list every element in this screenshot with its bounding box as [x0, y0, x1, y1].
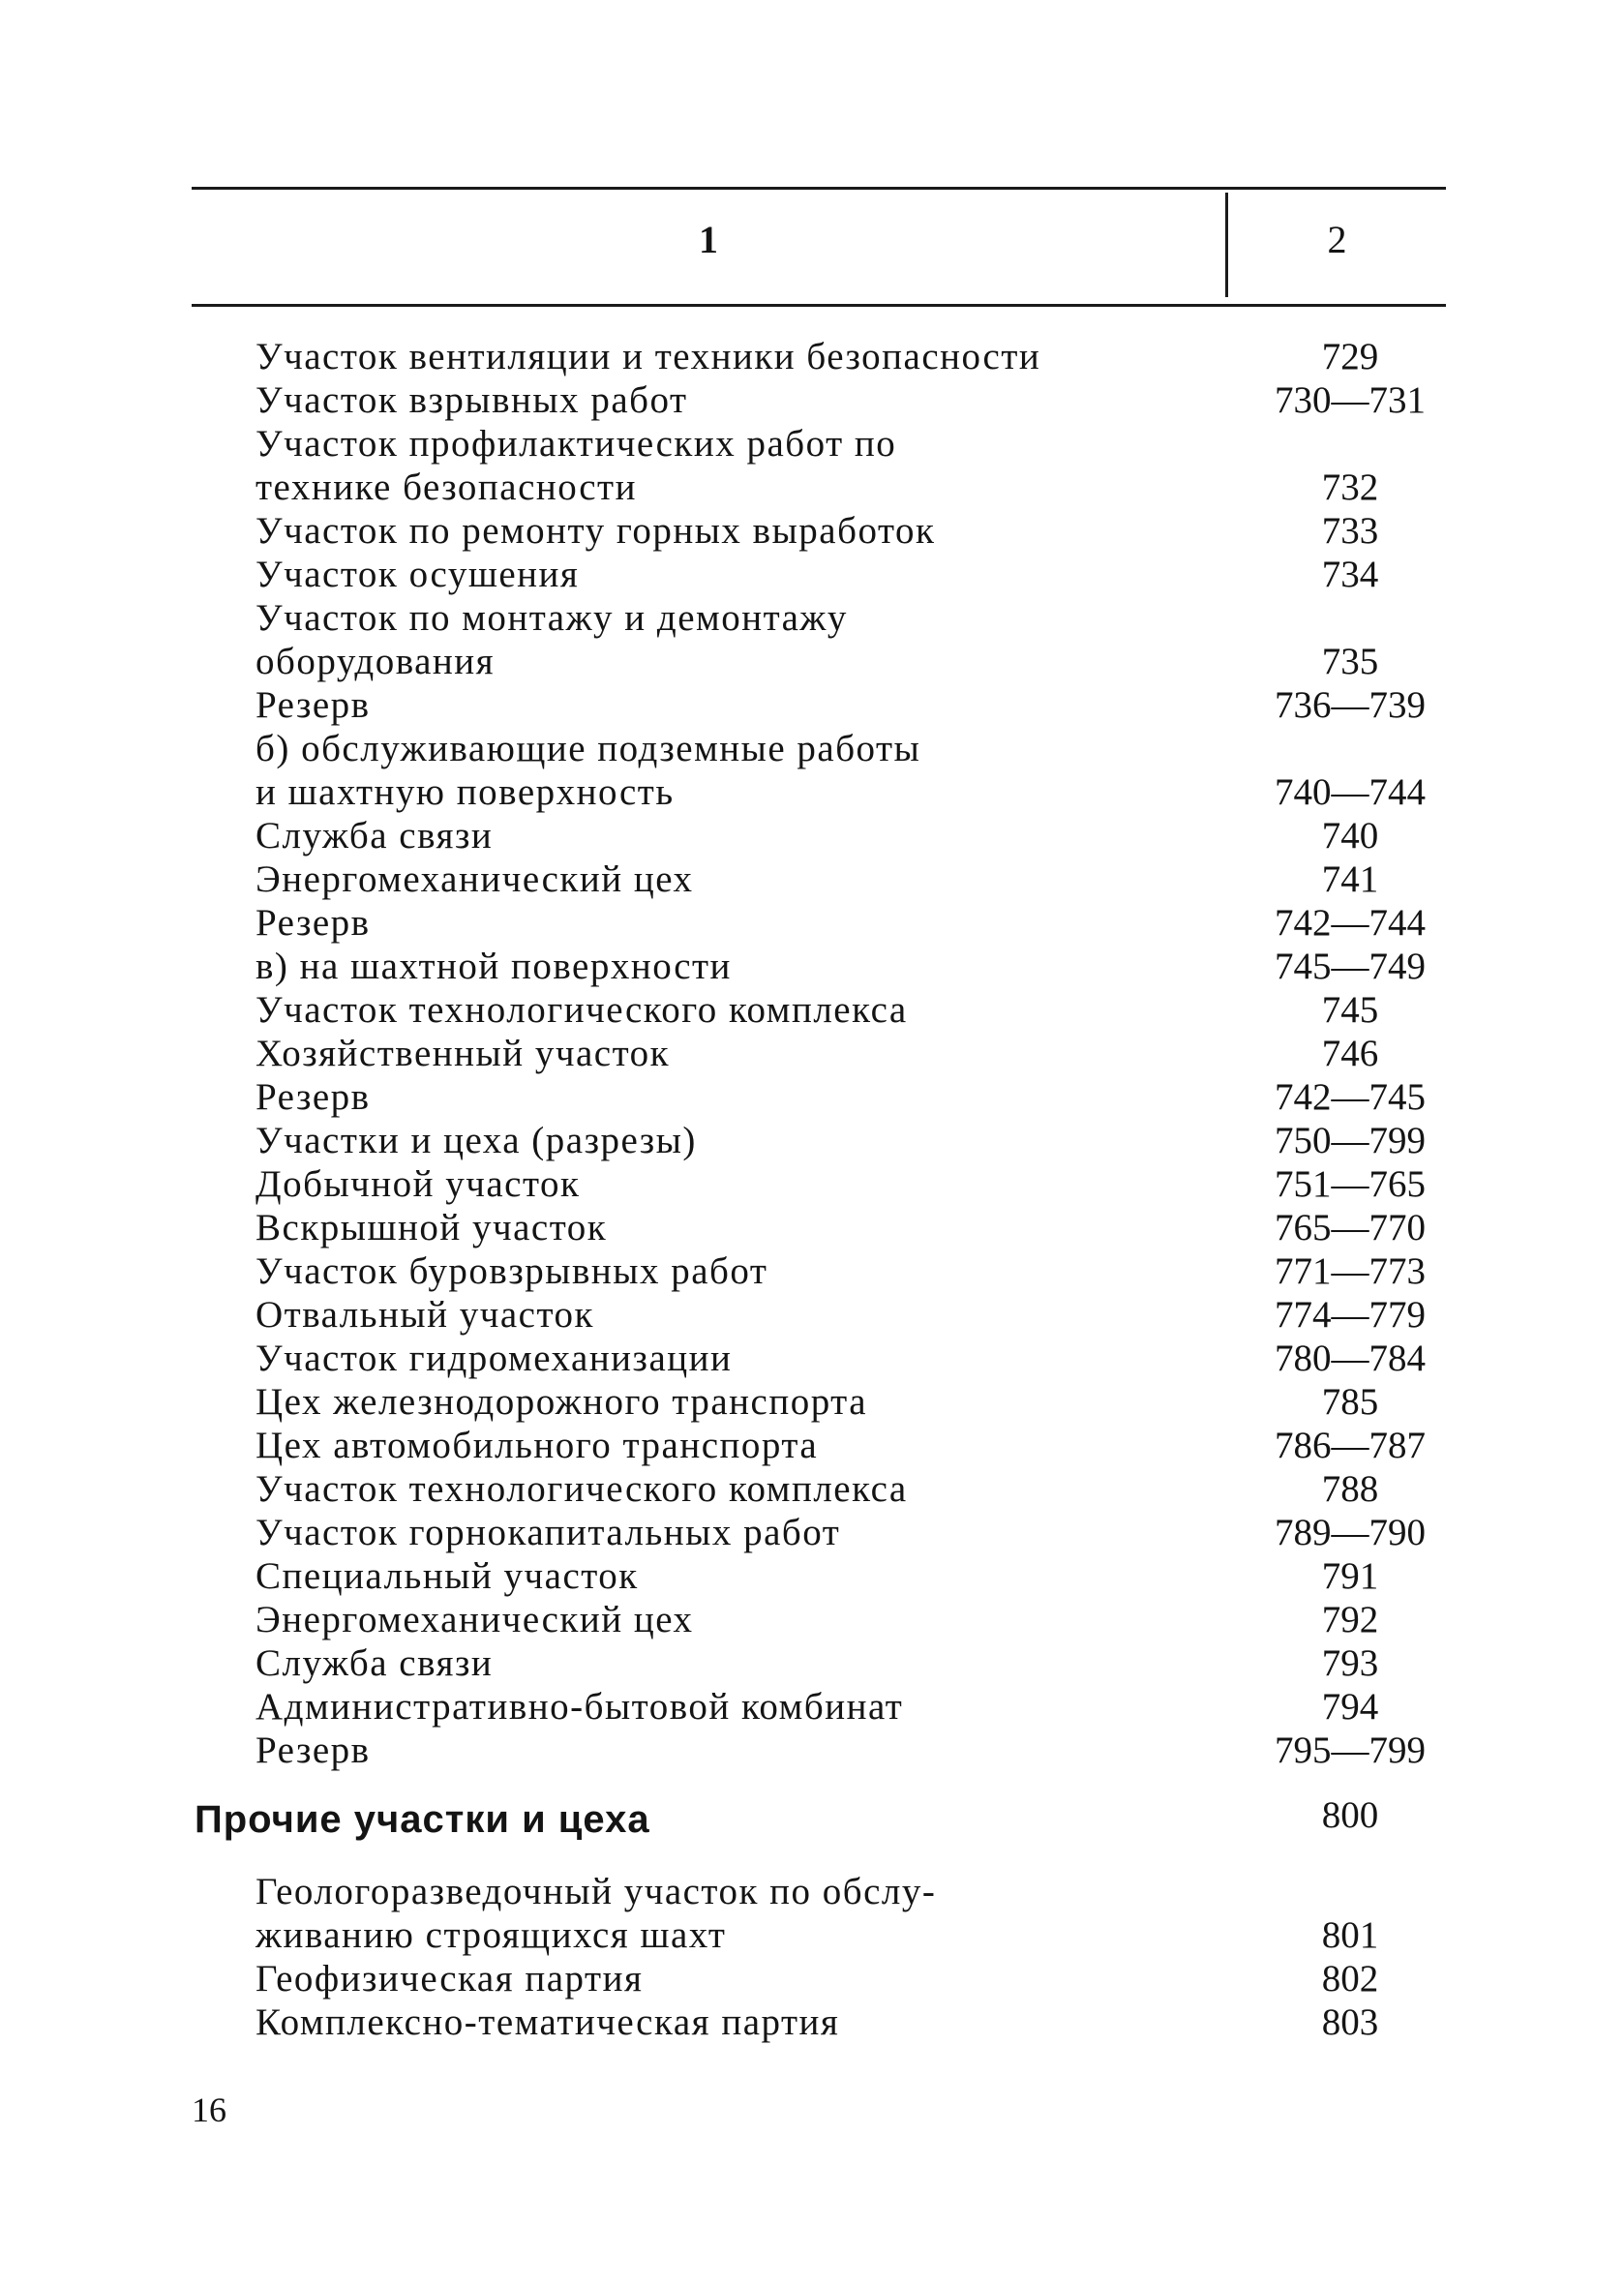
entry-code: 785 [1321, 1381, 1379, 1423]
entry-label: Участок по ремонту горных выработок [256, 510, 936, 552]
entry-code: 801 [1321, 1914, 1379, 1956]
entry-list-other [0, 1870, 1624, 2044]
section-heading: Прочие участки и цеха [195, 1798, 650, 1841]
entry-code: 802 [1321, 1958, 1379, 2000]
entry-label: технике безопасности [256, 466, 637, 508]
column-header-2: 2 [1327, 218, 1347, 261]
entry-code: 795—799 [1275, 1730, 1426, 1771]
table-row [0, 335, 1624, 378]
table-row [0, 1641, 1624, 1685]
entry-label: Участок профилактических работ по [256, 423, 897, 465]
entry-label: Энергомеханический цех [256, 1599, 694, 1640]
entry-label: Участок гидромеханизации [256, 1338, 733, 1379]
entry-label: Резерв [256, 684, 371, 726]
entry-label: Участок осушения [256, 554, 580, 595]
table-row [0, 2000, 1624, 2044]
table-row [0, 770, 1624, 814]
entry-code: 792 [1321, 1599, 1379, 1640]
entry-code: 740 [1321, 815, 1379, 857]
table-row [0, 727, 1624, 770]
table-row [0, 1511, 1624, 1554]
table-row [0, 1380, 1624, 1424]
entry-code: 746 [1321, 1033, 1379, 1074]
table-row [0, 988, 1624, 1032]
table-row [0, 640, 1624, 683]
table-row [0, 1119, 1624, 1162]
entry-code: 742—744 [1275, 902, 1426, 944]
entry-label: Вскрышной участок [256, 1207, 608, 1248]
table-row [0, 1424, 1624, 1467]
table-row [0, 945, 1624, 988]
entry-code: 745—749 [1275, 946, 1426, 987]
entry-label: Специальный участок [256, 1555, 639, 1597]
table-row [0, 1870, 1624, 1913]
entry-label: Участок технологического комплекса [256, 989, 908, 1031]
entry-code: 789—790 [1275, 1512, 1426, 1553]
entry-code: 780—784 [1275, 1338, 1426, 1379]
entry-code: 745 [1321, 989, 1379, 1031]
table-row [0, 1598, 1624, 1641]
column-header-1: 1 [699, 218, 718, 261]
entry-label: Энергомеханический цех [256, 858, 694, 900]
entry-code: 788 [1321, 1468, 1379, 1510]
entry-label: Комплексно-тематическая партия [256, 2001, 840, 2043]
entry-code: 791 [1321, 1555, 1379, 1597]
table-row [0, 857, 1624, 901]
entry-code: 786—787 [1275, 1425, 1426, 1466]
table-row [0, 553, 1624, 596]
entry-code: 741 [1321, 858, 1379, 900]
entry-label: Участок вентиляции и техники безопасности [256, 336, 1041, 377]
entry-label: оборудования [256, 641, 496, 682]
entry-code: 732 [1321, 466, 1379, 508]
entry-label: и шахтную поверхность [256, 771, 675, 813]
table-row [0, 1293, 1624, 1337]
table-row [0, 1685, 1624, 1729]
entry-label: Цех автомобильного транспорта [256, 1425, 819, 1466]
entry-code: 793 [1321, 1642, 1379, 1684]
entry-label: Геологоразведочный участок по обслу- [256, 1871, 937, 1912]
entry-label: Добычной участок [256, 1163, 581, 1205]
table-row [0, 1729, 1624, 1772]
table-row [0, 1206, 1624, 1249]
table-row [0, 1032, 1624, 1075]
entry-label: Цех железнодорожного транспорта [256, 1381, 868, 1423]
entry-label: Участок технологического комплекса [256, 1468, 908, 1510]
entry-code: 733 [1321, 510, 1379, 552]
entry-code: 736—739 [1275, 684, 1426, 726]
table-row [0, 683, 1624, 727]
entry-label: Резерв [256, 902, 371, 944]
entry-label: Участок горнокапитальных работ [256, 1512, 841, 1553]
section-code: 800 [1321, 1794, 1379, 1836]
table-row [0, 1467, 1624, 1511]
entry-label: Участок буровзрывных работ [256, 1250, 768, 1292]
entry-code: 774—779 [1275, 1294, 1426, 1336]
entry-code: 765—770 [1275, 1207, 1426, 1248]
entry-label: в) на шахтной поверхности [256, 946, 732, 987]
entry-label: Резерв [256, 1076, 371, 1118]
entry-code: 803 [1321, 2001, 1379, 2043]
table-row [0, 1249, 1624, 1293]
table-header-rule [192, 304, 1446, 307]
table-row [0, 1337, 1624, 1380]
table-row [0, 901, 1624, 945]
entry-code: 735 [1321, 641, 1379, 682]
section-heading-row [0, 1795, 1624, 1844]
table-row [0, 1913, 1624, 1957]
entry-label: Отвальный участок [256, 1294, 594, 1336]
entry-label: Административно-бытовой комбинат [256, 1686, 904, 1728]
entry-label: Хозяйственный участок [256, 1033, 671, 1074]
entry-code: 771—773 [1275, 1250, 1426, 1292]
entry-code: 750—799 [1275, 1120, 1426, 1161]
entry-code: 742—745 [1275, 1076, 1426, 1118]
table-row [0, 509, 1624, 553]
entry-list [0, 335, 1624, 1772]
entry-label: Служба связи [256, 815, 494, 857]
table-row [0, 1554, 1624, 1598]
table-row [0, 422, 1624, 466]
entry-label: Резерв [256, 1730, 371, 1771]
entry-label: Участки и цеха (разрезы) [256, 1120, 697, 1161]
entry-label: Геофизическая партия [256, 1958, 644, 2000]
table-row [0, 1957, 1624, 2000]
entry-code: 730—731 [1275, 379, 1426, 421]
table-row [0, 596, 1624, 640]
entry-code: 729 [1321, 336, 1379, 377]
table-row [0, 1075, 1624, 1119]
entry-label: живанию строящихся шахт [256, 1914, 727, 1956]
entry-code: 740—744 [1275, 771, 1426, 813]
entry-label: Участок по монтажу и демонтажу [256, 597, 848, 639]
table-row [0, 378, 1624, 422]
table-top-rule [192, 187, 1446, 190]
entry-label: Участок взрывных работ [256, 379, 688, 421]
table-row [0, 466, 1624, 509]
table-row [0, 814, 1624, 857]
entry-code: 751—765 [1275, 1163, 1426, 1205]
entry-code: 734 [1321, 554, 1379, 595]
entry-code: 794 [1321, 1686, 1379, 1728]
table-row [0, 1162, 1624, 1206]
entry-label: б) обслуживающие подземные работы [256, 728, 921, 769]
page-number: 16 [192, 2090, 226, 2129]
entry-label: Служба связи [256, 1642, 494, 1684]
